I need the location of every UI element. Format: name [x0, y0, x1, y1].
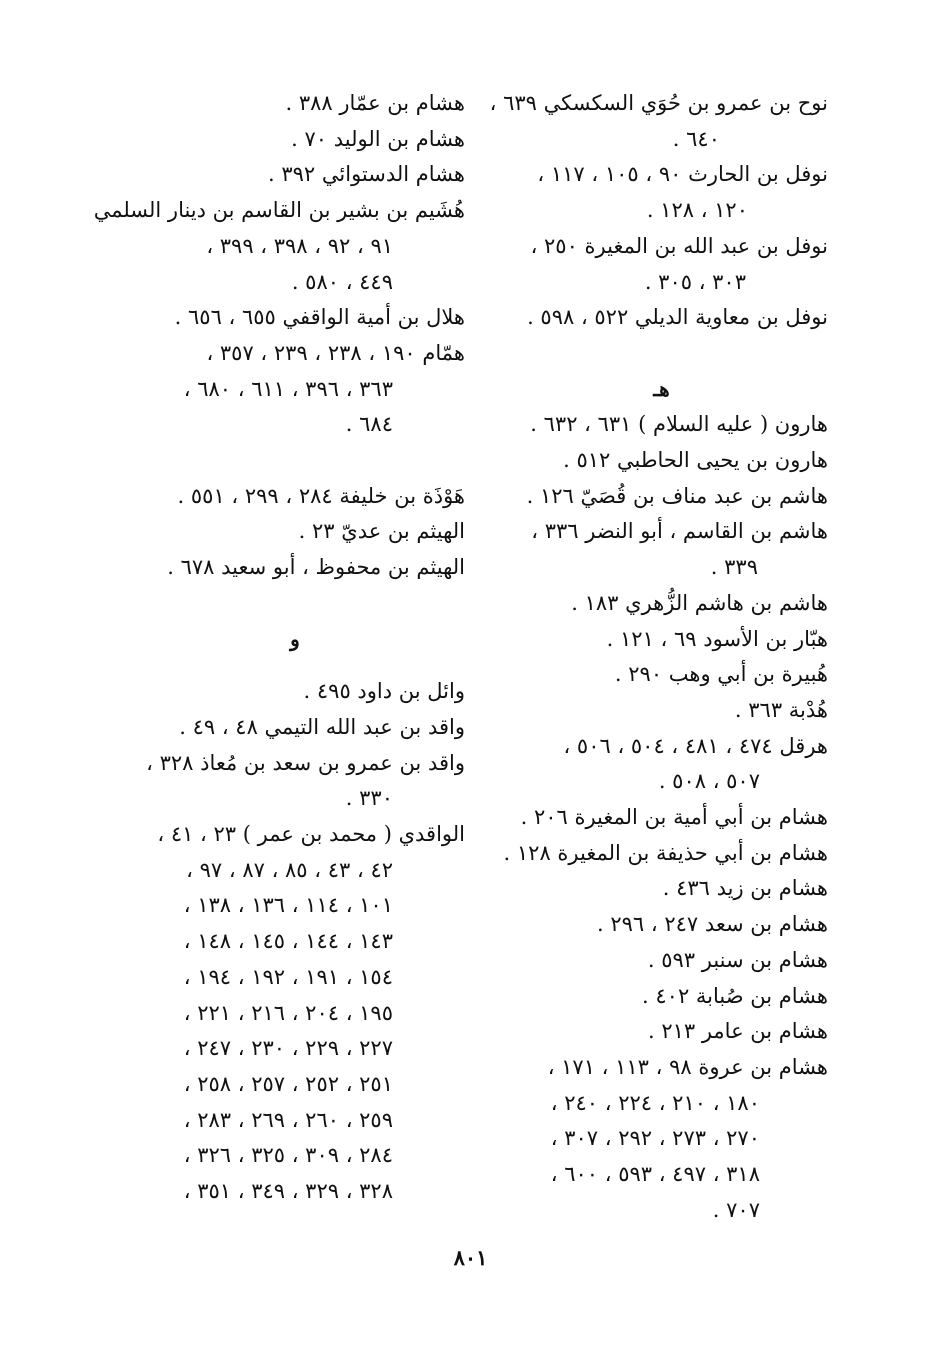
index-entry-continuation: ٦٤٠ . [672, 126, 720, 151]
right-column [489, 86, 828, 1228]
index-entry: وائل بن داود ٤٩٥ . [303, 679, 465, 704]
index-entry-continuation: ٤٤٩ ، ٥٨٠ . [291, 269, 393, 294]
index-entry-continuation: ٣٠٣ ، ٣٠٥ . [644, 269, 746, 294]
index-entry: نوفل بن عبد الله بن المغيرة ٢٥٠ ، [530, 233, 828, 258]
index-entry: هشام بن سنبر ٥٩٣ . [647, 947, 828, 972]
section-letter-waw: و [290, 626, 300, 651]
index-entry: هشام الدستوائي ٣٩٢ . [268, 162, 465, 187]
index-entry-continuation: ١٤٣ ، ١٤٤ ، ١٤٥ ، ١٤٨ ، [183, 929, 393, 954]
index-entry: هشام بن أبي حذيفة بن المغيرة ١٢٨ . [503, 840, 828, 865]
index-entry: هرقل ٤٧٤ ، ٤٨١ ، ٥٠٤ ، ٥٠٦ ، [563, 733, 828, 758]
index-entry-continuation: ٣٣٩ . [710, 555, 758, 580]
section-spacer [125, 657, 465, 674]
index-entry: نوفل بن الحارث ٩٠ ، ١٠٥ ، ١١٧ ، [537, 162, 828, 187]
index-entry: هشام بن زيد ٤٣٦ . [662, 876, 828, 901]
index-entry: هشام بن عروة ٩٨ ، ١١٣ ، ١٧١ ، [547, 1054, 828, 1079]
index-entry: هبّار بن الأسود ٦٩ ، ١٢١ . [606, 626, 828, 651]
index-entry: هارون بن يحيى الحاطبي ٥١٢ . [563, 448, 828, 473]
index-entry: الهيثم بن عديّ ٢٣ . [298, 519, 465, 544]
index-entry: واقد بن عمرو بن سعد بن مُعاذ ٣٢٨ ، [146, 750, 465, 775]
index-entry: هشام بن أبي أمية بن المغيرة ٢٠٦ . [520, 805, 828, 830]
index-entry-continuation: ٢٥١ ، ٢٥٢ ، ٢٥٧ ، ٢٥٨ ، [183, 1071, 393, 1096]
section-spacer [495, 336, 828, 372]
index-entry-continuation: ٣٢٨ ، ٣٢٩ ، ٣٤٩ ، ٣٥١ ، [183, 1179, 393, 1204]
index-entry: هاشم بن عبد مناف بن قُصَيّ ١٢٦ . [526, 483, 828, 508]
index-entry-continuation: ١٠١ ، ١١٤ ، ١٣٦ ، ١٣٨ ، [183, 893, 393, 918]
index-entry: الهيثم بن محفوظ ، أبو سعيد ٦٧٨ . [167, 555, 465, 580]
index-entry-continuation: ٩١ ، ٩٢ ، ٣٩٨ ، ٣٩٩ ، [206, 233, 393, 258]
index-entry: هاشم بن هاشم الزُّهري ١٨٣ . [571, 590, 828, 615]
index-entry: هشام بن عامر ٢١٣ . [647, 1019, 828, 1044]
index-entry-continuation: ٢٢٧ ، ٢٢٩ ، ٢٣٠ ، ٢٤٧ ، [183, 1036, 393, 1061]
index-entry: هلال بن أمية الواقفي ٦٥٥ ، ٦٥٦ . [174, 305, 465, 330]
left-column [93, 86, 465, 1210]
entries-block-waw [125, 674, 465, 1210]
index-entry-continuation: ١٨٠ ، ٢١٠ ، ٢٢٤ ، ٢٤٠ ، [550, 1090, 760, 1115]
index-entry: هشام بن صُبابة ٤٠٢ . [642, 983, 828, 1008]
index-entry: نوح بن عمرو بن حُوَي السكسكي ٦٣٩ ، [489, 91, 828, 115]
index-entry-continuation: ٦٨٤ . [345, 412, 393, 437]
index-entry: هشام بن سعد ٢٤٧ ، ٢٩٦ . [596, 912, 828, 937]
index-entry: هشام بن عمّار ٣٨٨ . [285, 91, 465, 115]
index-entry: هُدْبة ٣٦٣ . [734, 697, 828, 722]
index-entry: هارون ( عليه السلام ) ٦٣١ ، ٦٣٢ . [530, 412, 828, 437]
page-number: ٨٠١ [453, 1245, 488, 1270]
index-entry: نوفل بن معاوية الديلي ٥٢٢ ، ٥٩٨ . [527, 305, 828, 330]
index-entry-continuation: ٣٦٣ ، ٣٩٦ ، ٦١١ ، ٦٨٠ ، [183, 376, 393, 401]
index-entry-continuation: ٤٢ ، ٤٣ ، ٨٥ ، ٨٧ ، ٩٧ ، [186, 857, 393, 882]
index-entry-continuation: ٢٥٩ ، ٢٦٠ ، ٢٦٩ ، ٢٨٣ ، [183, 1107, 393, 1132]
entries-block-ha-late [125, 479, 465, 586]
index-entry-continuation: ٢٨٤ ، ٣٠٩ ، ٣٢٥ ، ٣٢٦ ، [183, 1143, 393, 1168]
index-entry-continuation: ٥٠٧ ، ٥٠٨ . [658, 769, 760, 794]
index-entry: هُشَيم بن بشير بن القاسم بن دينار السلمي [93, 198, 465, 223]
index-entry: هَوْذَة بن خليفة ٢٨٤ ، ٢٩٩ ، ٥٥١ . [177, 483, 465, 508]
index-entry-continuation: ١٩٥ ، ٢٠٤ ، ٢١٦ ، ٢٢١ ، [183, 1000, 393, 1025]
index-entry-continuation: ١٢٠ ، ١٢٨ . [646, 198, 748, 223]
index-entry: هشام بن الوليد ٧٠ . [291, 126, 465, 151]
index-entry: هاشم بن القاسم ، أبو النضر ٣٣٦ ، [531, 519, 828, 544]
index-entry: هُبيرة بن أبي وهب ٢٩٠ . [614, 662, 828, 687]
section-spacer [125, 586, 465, 622]
index-entry-continuation: ٣١٨ ، ٤٩٧ ، ٥٩٣ ، ٦٠٠ ، [550, 1162, 760, 1187]
index-entry: واقد بن عبد الله التيمي ٤٨ ، ٤٩ . [179, 714, 465, 739]
index-entry-continuation: ١٥٤ ، ١٩١ ، ١٩٢ ، ١٩٤ ، [183, 964, 393, 989]
entries-block-noon [489, 86, 828, 336]
entries-block-ha-continued [93, 86, 465, 443]
index-entry-continuation: ٧٠٧ . [712, 1197, 760, 1222]
index-entry-continuation: ٣٣٠ . [345, 786, 393, 811]
entries-block-ha [495, 407, 828, 1228]
section-spacer [125, 443, 465, 479]
section-letter-ha: هـ [653, 376, 670, 401]
index-entry-continuation: ٢٧٠ ، ٢٧٣ ، ٢٩٢ ، ٣٠٧ ، [550, 1126, 760, 1151]
index-entry: همّام ١٩٠ ، ٢٣٨ ، ٢٣٩ ، ٣٥٧ ، [206, 340, 465, 365]
index-entry: الواقدي ( محمد بن عمر ) ٢٣ ، ٤١ ، [157, 822, 465, 847]
